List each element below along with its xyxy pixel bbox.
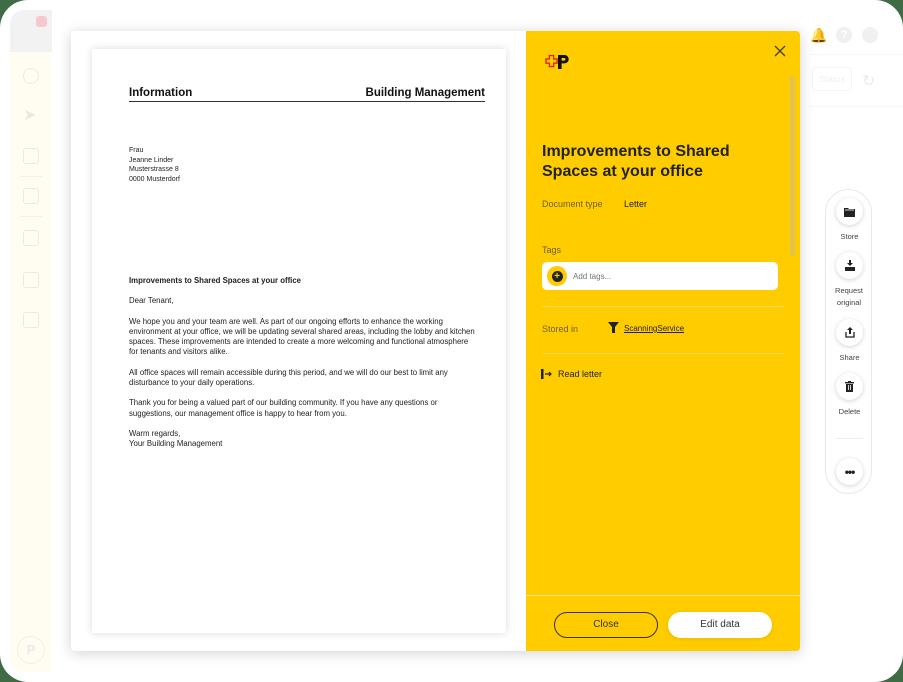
share-icon [845, 327, 855, 338]
tags-field[interactable] [542, 262, 778, 290]
more-button[interactable] [826, 458, 873, 485]
address-line: Musterstrasse 8 [129, 166, 179, 173]
share-button[interactable] [826, 319, 873, 364]
details-panel [526, 31, 800, 651]
share-label: Share [839, 353, 860, 362]
more-icon: ••• [844, 464, 855, 479]
sidebar [10, 10, 52, 672]
folder-icon [844, 207, 855, 217]
letter-paragraph: Thank you for being a valued part of our building community. If you have any questions or suggestions, our management office is happy to hear from you. [129, 398, 438, 418]
team-icon[interactable] [23, 68, 39, 84]
letter-header [129, 87, 485, 102]
close-button[interactable]: Close [554, 612, 658, 638]
action-rail [825, 189, 872, 494]
letter-header-right: Building Management [365, 87, 485, 99]
trash-icon [845, 381, 854, 392]
section-divider [542, 353, 784, 354]
stored-in-label: Stored in [542, 324, 579, 334]
delete-button[interactable] [826, 373, 873, 418]
notification-badge [36, 16, 47, 27]
letter-salutation: Dear Tenant, [129, 296, 174, 306]
address-line: Frau [129, 147, 144, 154]
document-modal [71, 31, 800, 651]
sidebar-divider [20, 216, 42, 217]
read-letter-label: Read letter [558, 369, 603, 379]
send-icon[interactable]: ➤ [23, 107, 37, 124]
read-letter-button[interactable] [541, 369, 602, 379]
sidebar-item-mailbox[interactable] [10, 10, 52, 52]
tags-input[interactable] [573, 272, 763, 281]
building-icon[interactable] [23, 312, 39, 328]
enter-icon [541, 369, 553, 379]
store-button[interactable] [826, 198, 873, 243]
folder-icon[interactable] [23, 230, 39, 246]
delete-label: Delete [838, 407, 861, 416]
browser-icon[interactable] [23, 148, 39, 164]
recipient-address [129, 146, 180, 184]
bell-icon[interactable]: 🔔 [810, 27, 828, 43]
close-icon[interactable] [772, 43, 788, 59]
header-divider [810, 54, 903, 55]
inbox-download-icon [845, 260, 855, 271]
document-type-value: Letter [624, 199, 648, 209]
address-line: Jeanne Linder [129, 156, 174, 164]
request-original-label: Request original [835, 286, 863, 307]
document-viewer [71, 31, 526, 651]
letter-body [129, 276, 479, 450]
letter-paragraph: We hope you and your team are well. As part of our ongoing efforts to enhance the working environment at your office, we will be updating several shared areas, including the lobby and kitchen spaces. These improvements are intended to create a more welcoming and functional atmosphere for tenants and visitors alike. [129, 316, 475, 357]
letter-closing: Warm regards, [129, 428, 181, 438]
tags-label: Tags [542, 245, 562, 255]
document-title: Improvements to Shared Spaces at your office [542, 143, 730, 180]
letter-paragraph: All office spaces will remain accessible during this period, and we will do our best to limit any disturbance to your daily operations. [129, 367, 448, 388]
sidebar-divider [20, 176, 42, 177]
post-logo-icon [545, 54, 571, 70]
contacts-icon[interactable] [23, 272, 39, 288]
edit-data-button[interactable]: Edit data [668, 612, 772, 638]
section-divider [542, 306, 784, 307]
document-page [92, 49, 506, 633]
header-divider [810, 106, 903, 107]
add-tag-button[interactable] [547, 266, 567, 286]
store-label: Store [840, 232, 859, 241]
help-icon[interactable]: ? [836, 27, 852, 43]
letter-header-left: Information [129, 87, 193, 99]
stored-in-link[interactable]: ScanningService [624, 324, 685, 333]
filter-icon [608, 322, 619, 333]
refresh-icon[interactable]: ↻ [862, 73, 876, 90]
request-original-button[interactable] [826, 252, 873, 309]
rail-divider [836, 438, 863, 439]
user-icon[interactable] [862, 27, 878, 43]
monitor-icon[interactable] [23, 188, 39, 204]
scrollbar[interactable] [790, 76, 795, 256]
status-filter[interactable]: Status [812, 67, 852, 91]
letter-subject: Improvements to Shared Spaces at your office [129, 276, 302, 285]
document-type-label: Document type [542, 199, 603, 209]
letter-signature: Your Building Management [129, 439, 223, 449]
plus-icon: + [552, 271, 563, 282]
post-logo-icon: P [17, 636, 45, 664]
address-line: 0000 Musterdorf [129, 175, 180, 183]
footer-divider [526, 595, 800, 596]
